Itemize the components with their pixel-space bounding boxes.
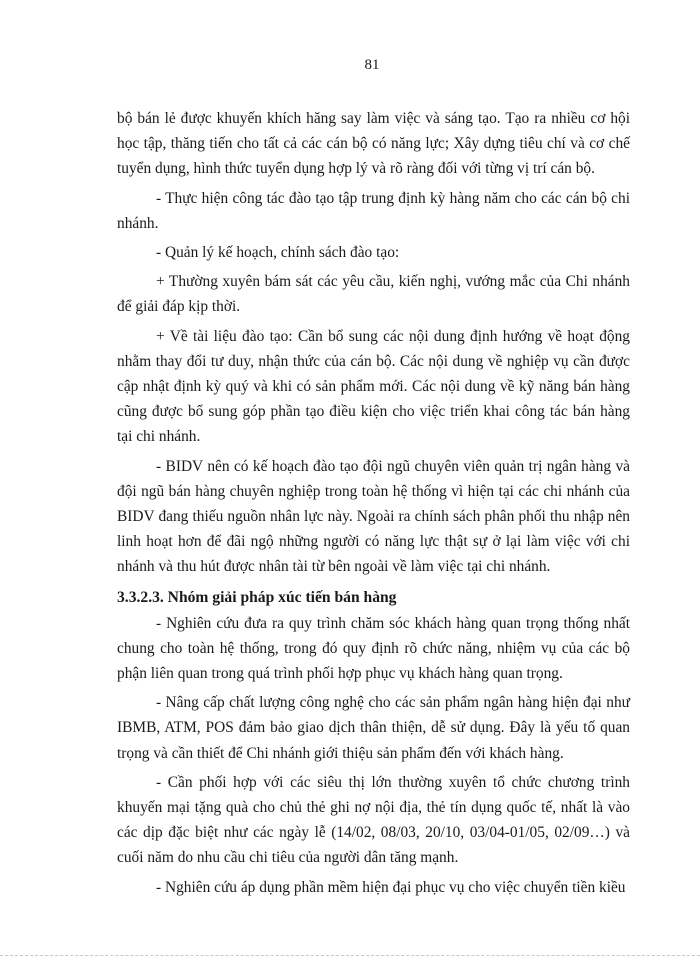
- page-bottom-divider: [0, 955, 700, 956]
- paragraph: + Thường xuyên bám sát các yêu cầu, kiến nghị, vướng mắc của Chi nhánh để giải đáp kịp thời.: [117, 273, 630, 316]
- paragraph: - BIDV nên có kế hoạch đào tạo đội ngũ chuyên viên quản trị ngân hàng và đội ngũ bán hàng chuyên nghiệp trong toàn hệ thống vì hiện tại các chi nhánh của BIDV đang thiếu nguồn nhân lực này. Ngoài ra chính sách phân phối thu nhập nên linh hoạt hơn để đãi ngộ những người có năng lực thật sự ở lại làm việc với chi nhánh và thu hút được nhân tài từ bên ngoài về làm việc tại chi nhánh.: [117, 457, 630, 576]
- paragraph: + Về tài liệu đào tạo: Cần bổ sung các nội dung định hướng về hoạt động nhằm thay đổi tư duy, nhận thức của cán bộ. Các nội dung về nghiệp vụ cần được cập nhật định kỳ quý và khi có sản phẩm mới. Các nội dung về kỹ năng bán hàng cũng được bổ sung góp phần tạo điều kiện cho việc triển khai công tác bán hàng tại chi nhánh.: [117, 327, 630, 446]
- paragraph: - Thực hiện công tác đào tạo tập trung định kỳ hàng năm cho các cán bộ chi nhánh.: [117, 189, 630, 232]
- paragraph: bộ bán lẻ được khuyến khích hăng say làm việc và sáng tạo. Tạo ra nhiều cơ hội học tập, thăng tiến cho tất cả các cán bộ có năng lực; Xây dựng tiêu chí và cơ chế tuyển dụng, hình thức tuyển dụng hợp lý và rõ ràng đối với từng vị trí cán bộ.: [117, 110, 630, 178]
- page-number: 81: [364, 57, 380, 73]
- paragraph: - Nâng cấp chất lượng công nghệ cho các sản phẩm ngân hàng hiện đại như IBMB, ATM, POS đảm bảo giao dịch thân thiện, dễ sử dụng. Đây là yếu tố quan trọng và cần thiết để Chi nhánh giới thiệu sản phẩm đến với khách hàng.: [117, 694, 630, 762]
- paragraph: - Cần phối hợp với các siêu thị lớn thường xuyên tổ chức chương trình khuyến mại tặng quà cho chủ thẻ ghi nợ nội địa, thẻ tín dụng quốc tế, nhất là vào các dịp đặc biệt như các ngày lễ (14/02, 08/03, 20/10, 03/04-01/05, 02/09…) và cuối năm do nhu cầu chi tiêu của người dân tăng mạnh.: [117, 773, 630, 867]
- paragraph: - Nghiên cứu đưa ra quy trình chăm sóc khách hàng quan trọng thống nhất chung cho toàn hệ thống, trong đó quy định rõ chức năng, nhiệm vụ của các bộ phận liên quan trong quá trình phối hợp phục vụ khách hàng quan trọng.: [117, 614, 630, 683]
- paragraph: - Quản lý kế hoạch, chính sách đào tạo:: [156, 244, 400, 262]
- section-heading: 3.3.2.3. Nhóm giải pháp xúc tiến bán hàng: [117, 588, 397, 606]
- document-body: [117, 106, 630, 904]
- paragraph: - Nghiên cứu áp dụng phần mềm hiện đại phục vụ cho việc chuyển tiền kiều: [156, 878, 626, 896]
